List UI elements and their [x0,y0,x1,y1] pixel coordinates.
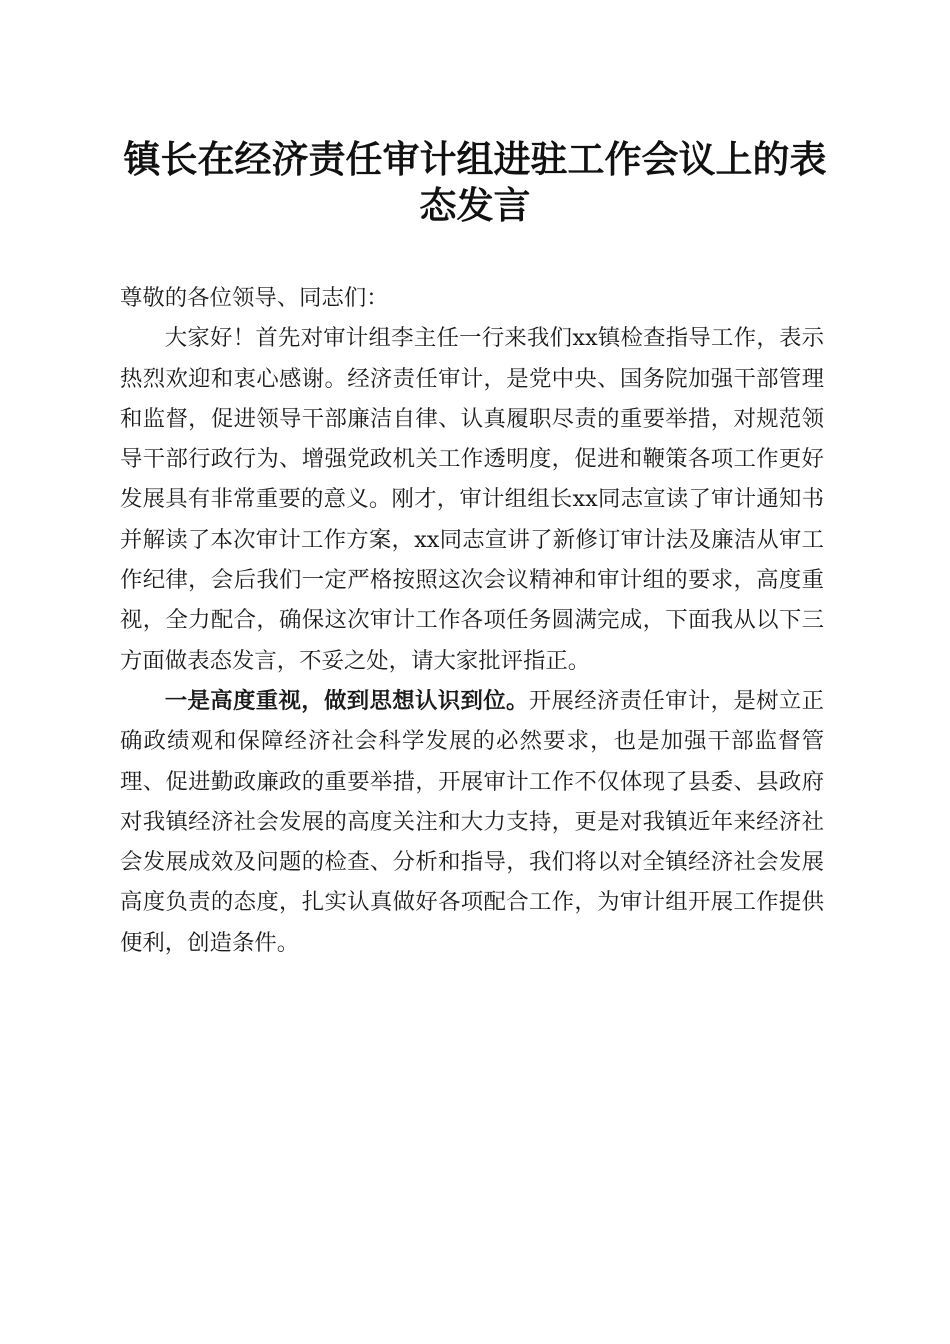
document-body [120,278,824,963]
paragraph-point-one [120,681,824,963]
document-title: 镇长在经济责任审计组进驻工作会议上的表态发言 [123,137,827,227]
paragraph-intro [120,318,824,681]
paragraph-lead: 一是高度重视，做到思想认识到位。 [164,687,529,714]
paragraph-text: 开展经济责任审计，是树立正确政绩观和保障经济社会科学发展的必然要求，也是加强干部监督管理、促进勤政廉政的重要举措，开展审计工作不仅体现了县委、县政府对我镇经济社会发展的高度关注和大力支持，更是对我镇近年来经济社会发展成效及问题的检查、分析和指导，我们将以对全镇经济社会发展高度负责的态度，扎实认真做好各项配合工作，为审计组开展工作提供便利，创造条件。 [120,687,825,956]
salutation: 尊敬的各位领导、同志们： [120,285,389,311]
paragraph-text: 大家好！首先对审计组李主任一行来我们xx镇检查指导工作，表示热烈欢迎和衷心感谢。经济责任审计，是党中央、国务院加强干部管理和监督，促进领导干部廉洁自律、认真履职尽责的重要举措，对规范领导干部行政行为、增强党政机关工作透明度，促进和鞭策各项工作更好发展具有非常重要的意义。刚才，审计组组长xx同志宣读了审计通知书并解读了本次审计工作方案，xx同志宣讲了新修订审计法及廉洁从审工作纪律，会后我们一定严格按照这次会议精神和审计组的要求，高度重视，全力配合，确保这次审计工作各项任务圆满完成，下面我从以下三方面做表态发言，不妥之处，请大家批评指正。 [120,325,824,674]
